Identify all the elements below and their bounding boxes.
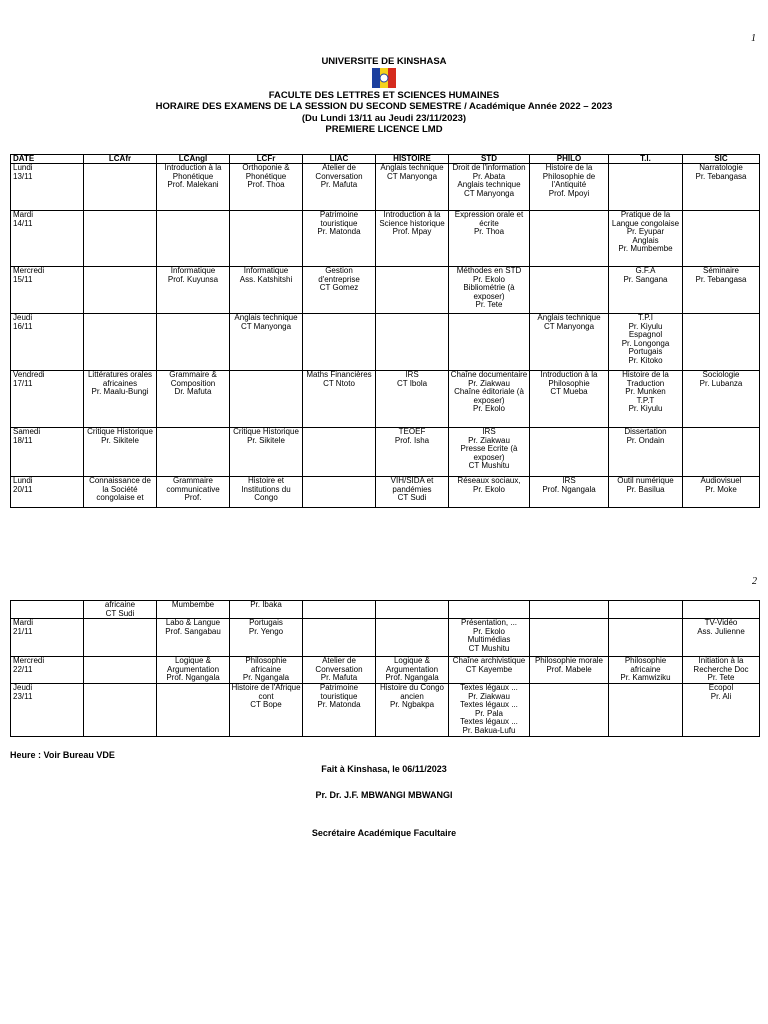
exam-cell [683, 211, 760, 267]
date-cell: Jeudi 23/11 [11, 683, 84, 736]
exam-cell: IRS Pr. Ziakwau Presse Ecrite (à exposer) CT Mushitu [449, 428, 530, 477]
exam-cell [530, 428, 609, 477]
exam-cell [530, 267, 609, 314]
signatory-name: Pr. Dr. J.F. MBWANGI MBWANGI [315, 790, 453, 800]
table-row [11, 371, 760, 428]
date-cell: Mercredi 22/11 [11, 657, 84, 684]
exam-cell: VIH/SIDA et pandémies CT Sudi [376, 477, 449, 508]
exam-cell [530, 683, 609, 736]
exam-cell: Logique & Argumentation Prof. Ngangala [157, 657, 230, 684]
exam-cell: G.F.A Pr. Sangana [609, 267, 683, 314]
exam-cell: IRS CT Ibola [376, 371, 449, 428]
exam-cell: Gestion d'entreprise CT Gomez [303, 267, 376, 314]
exam-cell [303, 601, 376, 619]
exam-cell: Philosophie morale Prof. Mabele [530, 657, 609, 684]
exam-cell [376, 619, 449, 657]
exam-cell: Critique Historique Pr. Sikitele [84, 428, 157, 477]
exam-cell: Philosophie africaine Pr. Ngangala [230, 657, 303, 684]
exam-cell: Pratique de la Langue congolaise Pr. Eyupar Anglais Pr. Mumbembe [609, 211, 683, 267]
table-row [11, 477, 760, 508]
column-header: T.I. [609, 155, 683, 164]
exam-cell: Narratologie Pr. Tebangasa [683, 164, 760, 211]
exam-cell [449, 314, 530, 371]
exam-cell [230, 371, 303, 428]
exam-cell: Maths Financières CT Ntoto [303, 371, 376, 428]
exam-cell [376, 267, 449, 314]
signatory-role: Secrétaire Académique Facultaire [311, 828, 457, 838]
exam-cell: Orthoponie & Phonétique Prof. Thoa [230, 164, 303, 211]
exam-cell: Dissertation Pr. Ondain [609, 428, 683, 477]
date-cell: Mardi 14/11 [11, 211, 84, 267]
exam-cell: Ecopol Pr. Ali [683, 683, 760, 736]
exam-cell: Sociologie Pr. Lubanza [683, 371, 760, 428]
page-number: 2 [752, 576, 757, 587]
date-cell [11, 601, 84, 619]
table-row [11, 601, 760, 619]
exam-cell: Grammaire communicative Prof. [157, 477, 230, 508]
date-cell: Jeudi 16/11 [11, 314, 84, 371]
exam-cell: Introduction à la Philosophie CT Mueba [530, 371, 609, 428]
exam-cell [530, 211, 609, 267]
exam-cell: Anglais technique CT Manyonga [376, 164, 449, 211]
exam-cell [530, 601, 609, 619]
exam-cell [84, 267, 157, 314]
exam-cell: Informatique Ass. Katshitshi [230, 267, 303, 314]
exam-cell [303, 428, 376, 477]
exam-cell: Expression orale et écrite Pr. Thoa [449, 211, 530, 267]
exam-cell: Textes légaux ... Pr. Ziakwau Textes légaux ... Pr. Pala Textes légaux ... Pr. Bakua-Lufu [449, 683, 530, 736]
exam-cell: Patrimoine touristique Pr. Matonda [303, 683, 376, 736]
exam-cell [609, 619, 683, 657]
exam-cell: Séminaire Pr. Tebangasa [683, 267, 760, 314]
table-row [11, 657, 760, 684]
exam-cell: africaine CT Sudi [84, 601, 157, 619]
exam-cell: Audiovisuel Pr. Moke [683, 477, 760, 508]
exam-cell [157, 314, 230, 371]
date-cell: Mercredi 15/11 [11, 267, 84, 314]
exam-cell: Logique & Argumentation Prof. Ngangala [376, 657, 449, 684]
university-name: UNIVERSITE DE KINSHASA [321, 56, 447, 67]
column-header: SIC [683, 155, 760, 164]
exam-cell: Présentation, ... Pr. Ekolo Multimédias CT Mushitu [449, 619, 530, 657]
exam-cell: Anglais technique CT Manyonga [530, 314, 609, 371]
exam-cell: Chaîne archivistique CT Kayembe [449, 657, 530, 684]
exam-cell [530, 619, 609, 657]
exam-cell [157, 683, 230, 736]
exam-cell: Critique Historique Pr. Sikitele [230, 428, 303, 477]
table-row [11, 619, 760, 657]
table-row [11, 267, 760, 314]
column-header: LCFr [230, 155, 303, 164]
exam-cell [230, 211, 303, 267]
date-cell: Lundi 20/11 [11, 477, 84, 508]
exam-cell [157, 211, 230, 267]
exam-cell [303, 314, 376, 371]
column-header: DATE [11, 155, 84, 164]
exam-cell: Atelier de Conversation Pr. Mafuta [303, 657, 376, 684]
table-row [11, 428, 760, 477]
exam-schedule-table [10, 154, 760, 508]
exam-cell: Patrimoine touristique Pr. Matonda [303, 211, 376, 267]
exam-cell [609, 164, 683, 211]
exam-cell [683, 314, 760, 371]
exam-time-note: Heure : Voir Bureau VDE [10, 750, 115, 760]
faculty-name: FACULTE DES LETTRES ET SCIENCES HUMAINES [268, 90, 500, 102]
column-header: LCAngl [157, 155, 230, 164]
table-row [11, 211, 760, 267]
exam-cell: Anglais technique CT Manyonga [230, 314, 303, 371]
exam-cell [157, 428, 230, 477]
exam-cell: Introduction à la Science historique Prof. Mpay [376, 211, 449, 267]
exam-cell [376, 601, 449, 619]
exam-schedule-table-continued [10, 600, 760, 737]
date-cell: Mardi 21/11 [11, 619, 84, 657]
exam-cell: Histoire de l'Afrique cont CT Bope [230, 683, 303, 736]
exam-cell: Pr. Ibaka [230, 601, 303, 619]
exam-cell [609, 683, 683, 736]
exam-cell: IRS Prof. Ngangala [530, 477, 609, 508]
exam-cell: Informatique Prof. Kuyunsa [157, 267, 230, 314]
exam-cell [303, 477, 376, 508]
exam-cell [84, 211, 157, 267]
exam-cell: TEOEF Prof. Isha [376, 428, 449, 477]
exam-cell: Histoire de la Traduction Pr. Munken T.P.T Pr. Kiyulu [609, 371, 683, 428]
exam-cell [84, 314, 157, 371]
exam-cell: Réseaux sociaux, Pr. Ekolo [449, 477, 530, 508]
exam-cell: Grammaire & Composition Dr. Mafuta [157, 371, 230, 428]
exam-cell [683, 428, 760, 477]
place-date-signed: Fait à Kinshasa, le 06/11/2023 [321, 764, 447, 774]
column-header: HISTOIRE [376, 155, 449, 164]
exam-cell: Méthodes en STD Pr. Ekolo Bibliométrie (à exposer) Pr. Tete [449, 267, 530, 314]
university-logo-icon [372, 68, 396, 88]
page-number: 1 [751, 33, 756, 44]
exam-cell: Initiation à la Recherche Doc Pr. Tete [683, 657, 760, 684]
column-header: LIAC [303, 155, 376, 164]
exam-cell: T.P.I Pr. Kiyulu Espagnol Pr. Longonga Portugais Pr. Kitoko [609, 314, 683, 371]
document-header [0, 56, 768, 135]
exam-cell: Chaîne documentaire Pr. Ziakwau Chaîne éditoriale (à exposer) Pr. Ekolo [449, 371, 530, 428]
exam-cell: Introduction à la Phonétique Prof. Malekani [157, 164, 230, 211]
exam-cell [683, 601, 760, 619]
column-header: STD [449, 155, 530, 164]
exam-cell [84, 683, 157, 736]
table-row [11, 314, 760, 371]
table-header-row [11, 155, 760, 164]
date-range: (Du Lundi 13/11 au Jeudi 23/11/2023) [301, 112, 467, 124]
date-cell: Lundi 13/11 [11, 164, 84, 211]
exam-cell [84, 164, 157, 211]
exam-cell: Portugais Pr. Yengo [230, 619, 303, 657]
exam-cell [84, 657, 157, 684]
exam-cell: Histoire et Institutions du Congo [230, 477, 303, 508]
exam-cell [376, 314, 449, 371]
exam-cell: Mumbembe [157, 601, 230, 619]
level-title: PREMIERE LICENCE LMD [325, 123, 443, 135]
table-row [11, 164, 760, 211]
exam-cell [449, 601, 530, 619]
schedule-title: HORAIRE DES EXAMENS DE LA SESSION DU SECOND SEMESTRE / Académique Année 2022 – 2023 [155, 101, 613, 113]
exam-cell [303, 619, 376, 657]
column-header: LCAfr [84, 155, 157, 164]
table-row [11, 683, 760, 736]
column-header: PHILO [530, 155, 609, 164]
exam-cell: Histoire de la Philosophie de l'Antiquité Prof. Mpoyi [530, 164, 609, 211]
exam-cell [609, 601, 683, 619]
exam-cell: Littératures orales africaines Pr. Maalu-Bungi [84, 371, 157, 428]
exam-cell: TV-Vidéo Ass. Julienne [683, 619, 760, 657]
exam-cell: Droit de l'information Pr. Abata Anglais technique CT Manyonga [449, 164, 530, 211]
exam-cell: Labo & Langue Prof. Sangabau [157, 619, 230, 657]
exam-cell: Philosophie africaine Pr. Kamwiziku [609, 657, 683, 684]
exam-cell [84, 619, 157, 657]
exam-cell: Outil numérique Pr. Basilua [609, 477, 683, 508]
date-cell: Samedi 18/11 [11, 428, 84, 477]
date-cell: Vendredi 17/11 [11, 371, 84, 428]
exam-cell: Histoire du Congo ancien Pr. Ngbakpa [376, 683, 449, 736]
exam-cell: Connaissance de la Société congolaise et [84, 477, 157, 508]
exam-cell: Atelier de Conversation Pr. Mafuta [303, 164, 376, 211]
